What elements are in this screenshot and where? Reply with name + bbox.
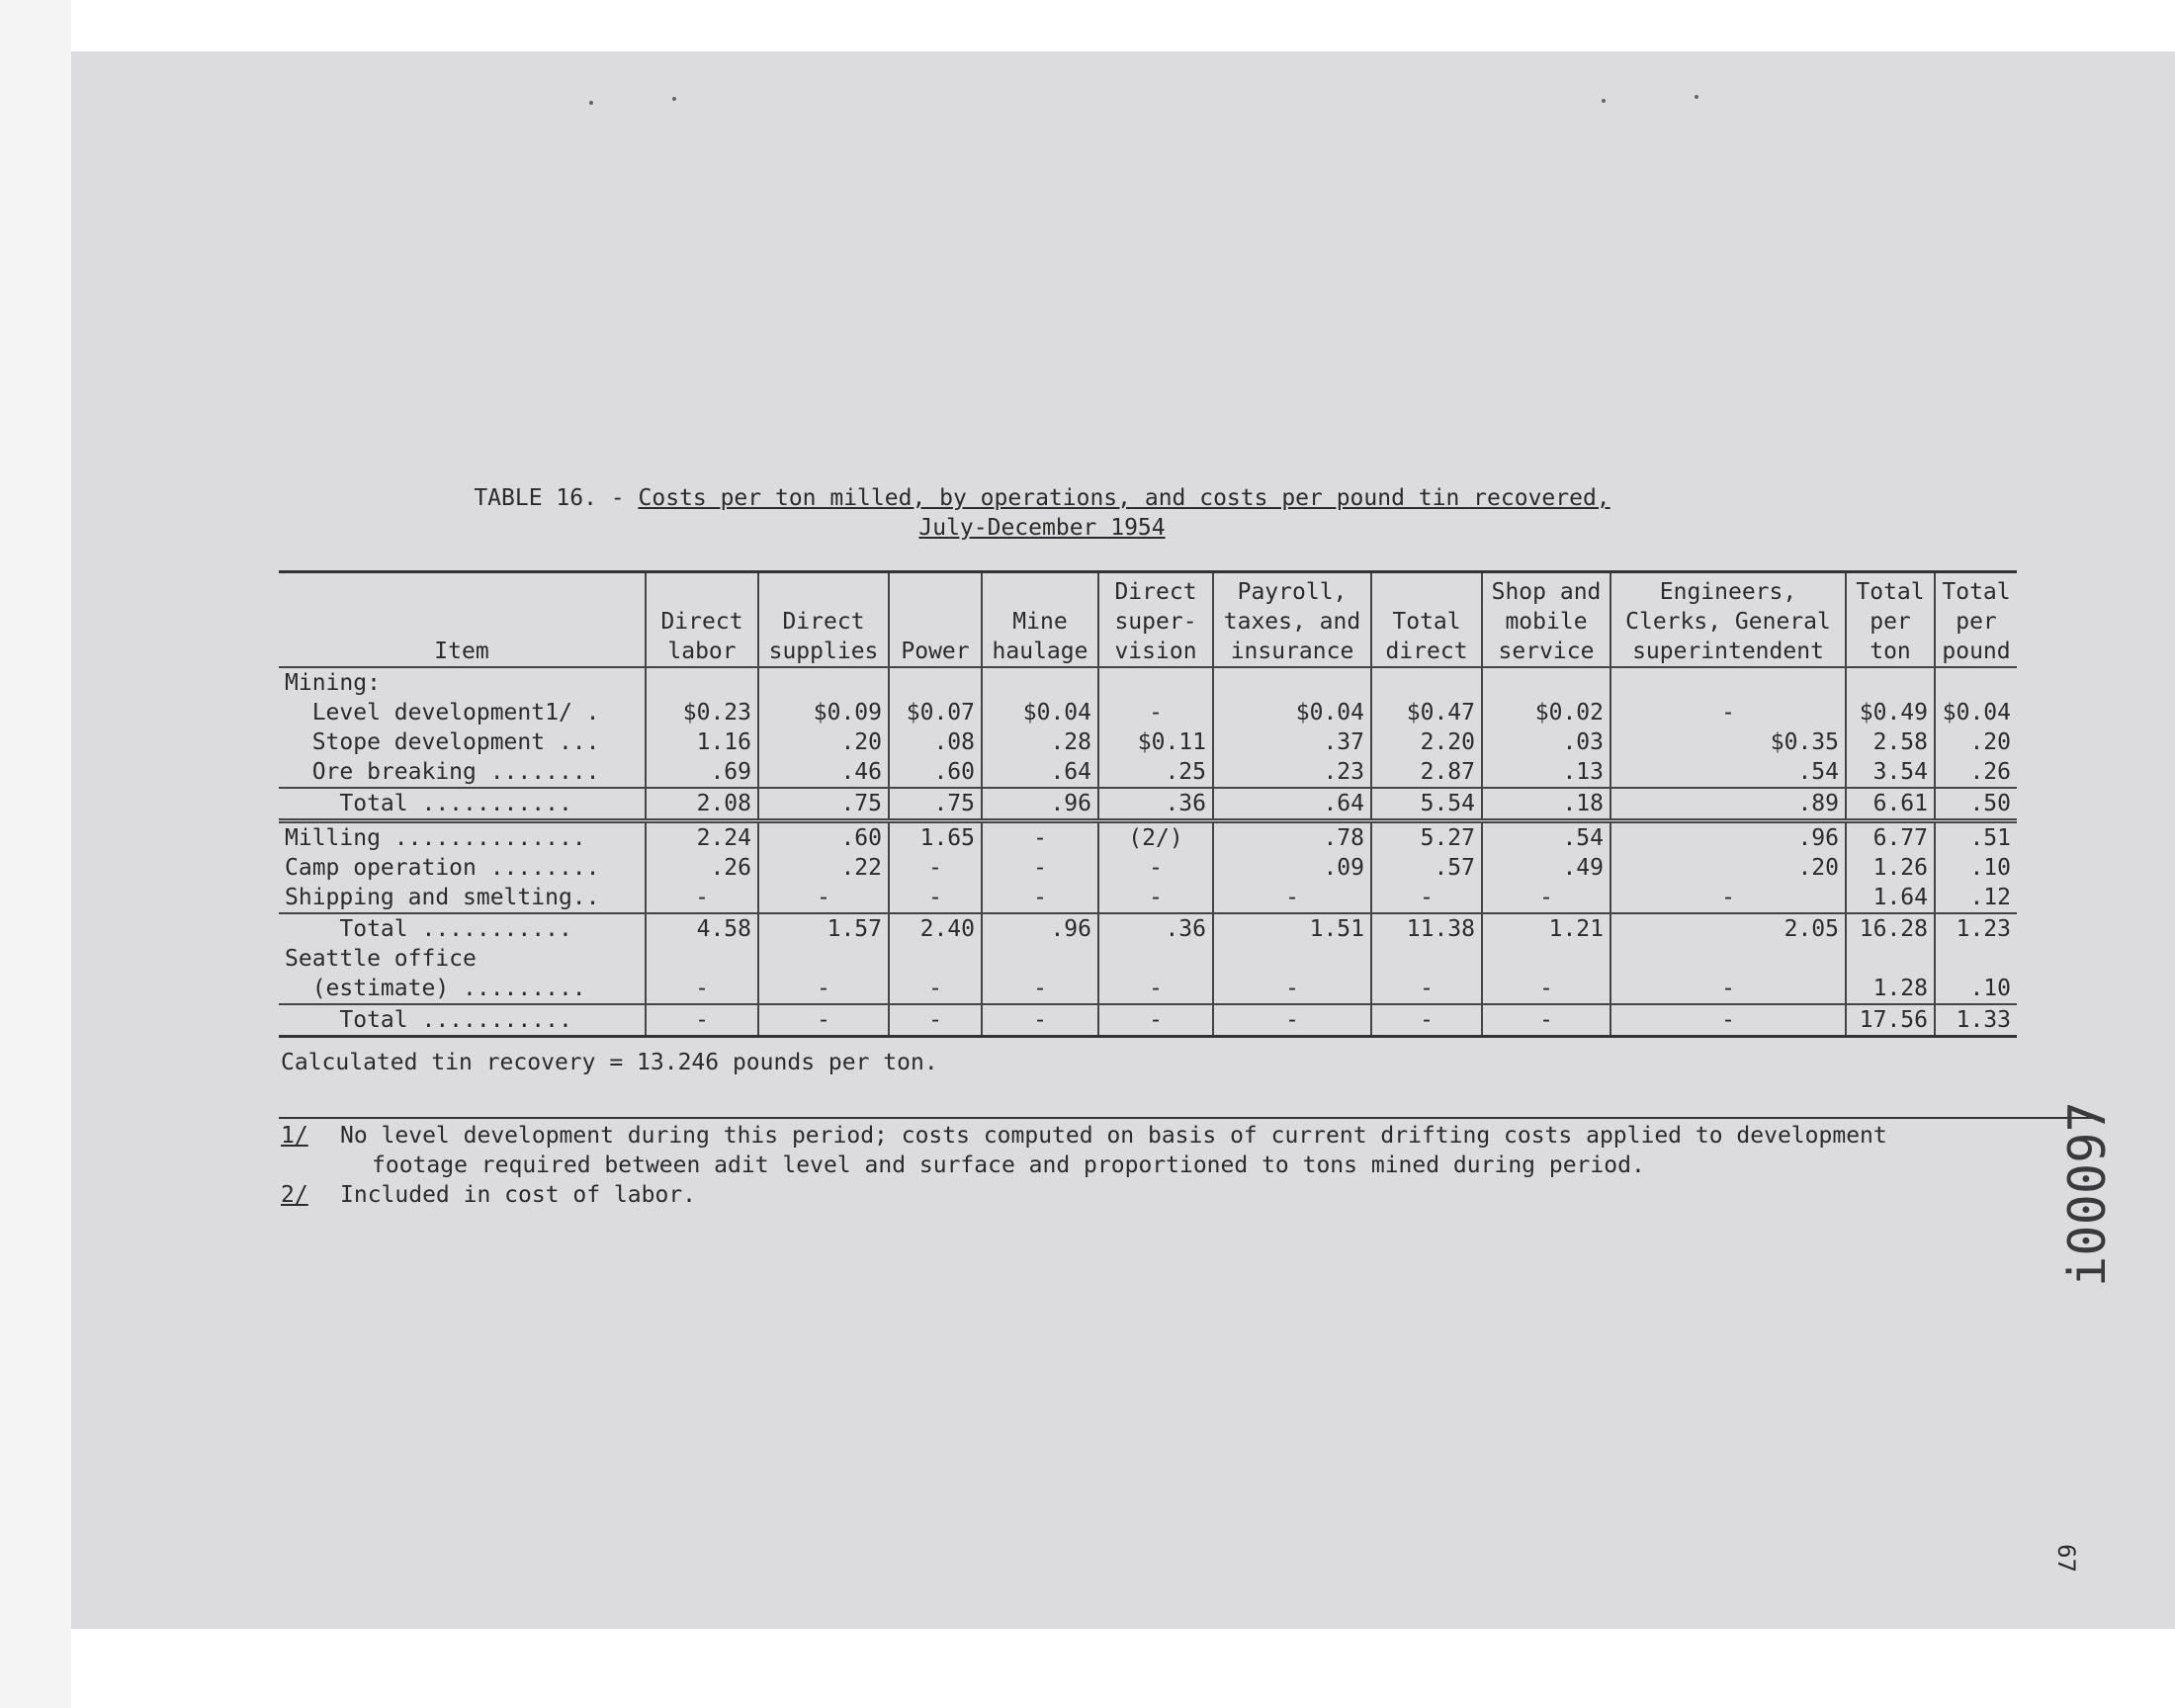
table-cell: $0.02 xyxy=(1482,698,1610,727)
table-cell: - xyxy=(1098,974,1213,1004)
table-cell xyxy=(889,944,982,974)
column-header-line: Direct xyxy=(1114,579,1197,605)
table-cell: .69 xyxy=(646,757,758,788)
table-cell: 2.05 xyxy=(1610,913,1846,944)
table-cell: - xyxy=(1610,1004,1846,1037)
column-header-line: Total xyxy=(1856,579,1925,605)
table-cell: .20 xyxy=(1610,853,1846,883)
column-header-line: per xyxy=(1956,609,1997,635)
column-header-line: labor xyxy=(667,639,737,664)
table-row xyxy=(279,727,2017,757)
table-cell: $0.49 xyxy=(1846,698,1935,727)
table-cell: $0.47 xyxy=(1371,698,1482,727)
column-header-line: Engineers, xyxy=(1659,579,1797,605)
column-header-line: Total xyxy=(1942,579,2011,605)
table-cell: .75 xyxy=(889,788,982,821)
table-cell: - xyxy=(982,974,1098,1004)
footnote-text: Included in cost of labor. xyxy=(340,1182,697,1208)
row-label: Milling .............. xyxy=(279,821,646,854)
table-cell xyxy=(982,944,1098,974)
table-cell: $0.11 xyxy=(1098,727,1213,757)
table-title-line1: Costs per ton milled, by operations, and costs per pound tin recovered, xyxy=(638,485,1610,511)
footnote-mark: 1/ xyxy=(281,1123,308,1149)
table-cell xyxy=(1482,667,1610,698)
table-cell: .49 xyxy=(1482,853,1610,883)
column-header-line: ton xyxy=(1870,639,1911,664)
column-header-line: Power xyxy=(901,639,970,664)
table-cell xyxy=(1610,667,1846,698)
footnote-text: No level development during this period; costs computed on basis of current drifting costs applied to development xyxy=(340,1123,1887,1149)
column-header xyxy=(1846,572,1935,668)
table-number: TABLE 16. - xyxy=(474,485,639,511)
table-cell: 5.27 xyxy=(1371,821,1482,854)
row-label: Total ........... xyxy=(279,788,646,821)
column-header-line: super- xyxy=(1114,609,1197,635)
table-cell: .20 xyxy=(758,727,889,757)
table-row xyxy=(279,1004,2017,1037)
table-cell xyxy=(646,944,758,974)
table-cell: $0.09 xyxy=(758,698,889,727)
table-cell: .51 xyxy=(1935,821,2017,854)
table-cell: 1.65 xyxy=(889,821,982,854)
table-cell: - xyxy=(758,974,889,1004)
table-cell: 1.23 xyxy=(1935,913,2017,944)
row-label: Seattle office xyxy=(285,946,477,972)
column-header-line: Item xyxy=(434,639,489,664)
table-cell: 1.51 xyxy=(1213,913,1371,944)
table-cell: .50 xyxy=(1935,788,2017,821)
column-header xyxy=(1371,572,1482,668)
table-cell: - xyxy=(889,1004,982,1037)
table-cell: .23 xyxy=(1213,757,1371,788)
table-cell: $0.04 xyxy=(1213,698,1371,727)
table-cell: - xyxy=(1098,1004,1213,1037)
table-cell: .10 xyxy=(1935,853,2017,883)
table-row xyxy=(279,757,2017,788)
column-header-line: Clerks, General xyxy=(1625,609,1831,635)
table-cell: .54 xyxy=(1482,821,1610,854)
table-cell: - xyxy=(982,821,1098,854)
table-cell: - xyxy=(1482,883,1610,913)
column-header-line: Direct xyxy=(782,609,865,635)
table-cell: .28 xyxy=(982,727,1098,757)
table-row xyxy=(279,698,2017,727)
table-cell: 1.33 xyxy=(1935,1004,2017,1037)
column-header-line: vision xyxy=(1114,639,1197,664)
table-cell: .26 xyxy=(1935,757,2017,788)
table-cell: - xyxy=(1482,974,1610,1004)
table-cell: .96 xyxy=(1610,821,1846,854)
speck xyxy=(589,101,593,105)
table-cell: - xyxy=(758,1004,889,1037)
table-cell: 4.58 xyxy=(646,913,758,944)
table-cell: - xyxy=(646,974,758,1004)
table-cell: .03 xyxy=(1482,727,1610,757)
column-header-line: Mine xyxy=(1012,609,1068,635)
table-cell xyxy=(758,667,889,698)
speck xyxy=(672,97,676,101)
table-cell: .60 xyxy=(758,821,889,854)
document-page xyxy=(71,51,2175,1629)
table-cell: 16.28 xyxy=(1846,913,1935,944)
row-label: Ore breaking ........ xyxy=(285,759,600,785)
recovery-note: Calculated tin recovery = 13.246 pounds per ton. xyxy=(281,1050,938,1075)
table-cell xyxy=(1213,944,1371,974)
table-cell xyxy=(1371,667,1482,698)
column-header-line: Shop and xyxy=(1491,579,1602,605)
table-cell: .36 xyxy=(1098,913,1213,944)
table-cell: 2.24 xyxy=(646,821,758,854)
table-cell: - xyxy=(758,883,889,913)
table-header-row xyxy=(279,572,2017,668)
table-row xyxy=(279,821,2017,854)
column-header-line: supplies xyxy=(768,639,879,664)
table-cell: .08 xyxy=(889,727,982,757)
column-header xyxy=(1935,572,2017,668)
footnote-mark: 2/ xyxy=(281,1182,308,1208)
table-cell: 6.61 xyxy=(1846,788,1935,821)
table-cell xyxy=(1371,944,1482,974)
row-label: Mining: xyxy=(285,670,381,696)
table-cell: .09 xyxy=(1213,853,1371,883)
table-cell: .89 xyxy=(1610,788,1846,821)
footnote-2 xyxy=(281,1180,696,1210)
table-cell: - xyxy=(982,883,1098,913)
table-cell xyxy=(1846,944,1935,974)
column-header xyxy=(1610,572,1846,668)
footnote-rule xyxy=(279,1117,2098,1119)
table-cell: - xyxy=(1213,883,1371,913)
table-cell: .25 xyxy=(1098,757,1213,788)
table-cell: .78 xyxy=(1213,821,1371,854)
table-cell: - xyxy=(982,1004,1098,1037)
table-cell xyxy=(889,667,982,698)
table-cell: - xyxy=(982,853,1098,883)
table-cell xyxy=(646,667,758,698)
column-header-line: per xyxy=(1870,609,1911,635)
table-cell: $0.04 xyxy=(982,698,1098,727)
table-cell: - xyxy=(1098,698,1213,727)
table-cell: 1.26 xyxy=(1846,853,1935,883)
table-cell: 5.54 xyxy=(1371,788,1482,821)
table-cell xyxy=(1482,944,1610,974)
row-label: Total ........... xyxy=(279,1004,646,1037)
column-header xyxy=(646,572,758,668)
archive-stamp: i00097 xyxy=(2058,1101,2118,1287)
column-header-line: service xyxy=(1498,639,1595,664)
table-cell: .75 xyxy=(758,788,889,821)
table-row xyxy=(279,944,2017,974)
table-cell: 17.56 xyxy=(1846,1004,1935,1037)
table-subtitle xyxy=(0,513,2094,543)
table-cell: - xyxy=(1371,883,1482,913)
table-cell: - xyxy=(1213,1004,1371,1037)
table-cell: .22 xyxy=(758,853,889,883)
table-cell: - xyxy=(889,853,982,883)
table-cell: 2.08 xyxy=(646,788,758,821)
column-header-line: taxes, and xyxy=(1223,609,1361,635)
table-cell: .18 xyxy=(1482,788,1610,821)
table-row xyxy=(279,883,2017,913)
table-body xyxy=(279,667,2017,1037)
table-cell: - xyxy=(646,1004,758,1037)
table-cell: .20 xyxy=(1935,727,2017,757)
table-cell: (2/) xyxy=(1098,821,1213,854)
table-cell: 1.64 xyxy=(1846,883,1935,913)
footnote-text-cont: footage required between adit level and surface and proportioned to tons mined during period. xyxy=(372,1153,1645,1178)
table-cell: - xyxy=(889,974,982,1004)
row-label: (estimate) ......... xyxy=(285,976,586,1001)
table-cell: .96 xyxy=(982,913,1098,944)
column-header-line: direct xyxy=(1385,639,1468,664)
row-label: Level development1/ . xyxy=(285,700,600,726)
column-header xyxy=(889,572,982,668)
table-cell: - xyxy=(889,883,982,913)
table-cell: - xyxy=(1610,883,1846,913)
table-cell: 2.58 xyxy=(1846,727,1935,757)
table-cell xyxy=(1935,667,2017,698)
speck xyxy=(1695,95,1698,99)
table-cell: .96 xyxy=(982,788,1098,821)
table-row xyxy=(279,667,2017,698)
column-header xyxy=(279,572,646,668)
table-cell xyxy=(1098,944,1213,974)
table-row xyxy=(279,788,2017,821)
table-cell: 1.21 xyxy=(1482,913,1610,944)
table-cell xyxy=(1610,944,1846,974)
column-header-line: Payroll, xyxy=(1237,579,1348,605)
column-header-line: mobile xyxy=(1505,609,1588,635)
column-header-line: Direct xyxy=(660,609,743,635)
table-cell xyxy=(1935,944,2017,974)
column-header xyxy=(758,572,889,668)
table-cell: .37 xyxy=(1213,727,1371,757)
table-row xyxy=(279,974,2017,1004)
table-cell xyxy=(758,944,889,974)
table-cell: - xyxy=(646,883,758,913)
table-cell: - xyxy=(1371,974,1482,1004)
table-cell: - xyxy=(1610,974,1846,1004)
table-cell: .36 xyxy=(1098,788,1213,821)
column-header-line: insurance xyxy=(1230,639,1354,664)
table-cell: - xyxy=(1610,698,1846,727)
table-cell: .46 xyxy=(758,757,889,788)
table-cell: $0.04 xyxy=(1935,698,2017,727)
row-label: Stope development ... xyxy=(285,729,600,755)
table-cell: 1.57 xyxy=(758,913,889,944)
table-cell: .54 xyxy=(1610,757,1846,788)
table-cell: - xyxy=(1213,974,1371,1004)
footnote-1 xyxy=(281,1121,1887,1180)
row-label: Total ........... xyxy=(279,913,646,944)
column-header-line: haulage xyxy=(992,639,1088,664)
table-cell: .12 xyxy=(1935,883,2017,913)
table-cell xyxy=(1846,667,1935,698)
column-header xyxy=(1213,572,1371,668)
column-header xyxy=(1098,572,1213,668)
row-label: Camp operation ........ xyxy=(285,855,600,881)
table-cell: - xyxy=(1371,1004,1482,1037)
table-cell: 11.38 xyxy=(1371,913,1482,944)
table-cell: .13 xyxy=(1482,757,1610,788)
table-cell: 6.77 xyxy=(1846,821,1935,854)
column-header-line: Total xyxy=(1392,609,1461,635)
column-header xyxy=(1482,572,1610,668)
table-cell: 2.40 xyxy=(889,913,982,944)
table-cell xyxy=(1213,667,1371,698)
cost-table xyxy=(279,570,2017,1038)
table-row xyxy=(279,913,2017,944)
table-cell: - xyxy=(1482,1004,1610,1037)
table-cell: $0.07 xyxy=(889,698,982,727)
table-cell: 2.20 xyxy=(1371,727,1482,757)
table-cell: .57 xyxy=(1371,853,1482,883)
table-cell: 3.54 xyxy=(1846,757,1935,788)
table-title xyxy=(0,483,2094,513)
table-cell: 2.87 xyxy=(1371,757,1482,788)
table-cell: .64 xyxy=(982,757,1098,788)
table-row xyxy=(279,853,2017,883)
binder-margin xyxy=(0,0,71,1708)
table-cell: .64 xyxy=(1213,788,1371,821)
table-title-line2: July-December 1954 xyxy=(918,515,1166,541)
table-cell: - xyxy=(1098,853,1213,883)
table-cell: .26 xyxy=(646,853,758,883)
table-cell xyxy=(982,667,1098,698)
table-cell: 1.16 xyxy=(646,727,758,757)
column-header-line: pound xyxy=(1942,639,2011,664)
table-cell: $0.35 xyxy=(1610,727,1846,757)
table-cell: .10 xyxy=(1935,974,2017,1004)
row-label: Shipping and smelting.. xyxy=(285,885,600,910)
table-cell xyxy=(1098,667,1213,698)
table-cell: 1.28 xyxy=(1846,974,1935,1004)
table-cell: - xyxy=(1098,883,1213,913)
column-header xyxy=(982,572,1098,668)
speck xyxy=(1602,99,1606,103)
page-number: 67 xyxy=(2052,1544,2080,1573)
table-cell: $0.23 xyxy=(646,698,758,727)
column-header-line: superintendent xyxy=(1632,639,1824,664)
table-cell: .60 xyxy=(889,757,982,788)
